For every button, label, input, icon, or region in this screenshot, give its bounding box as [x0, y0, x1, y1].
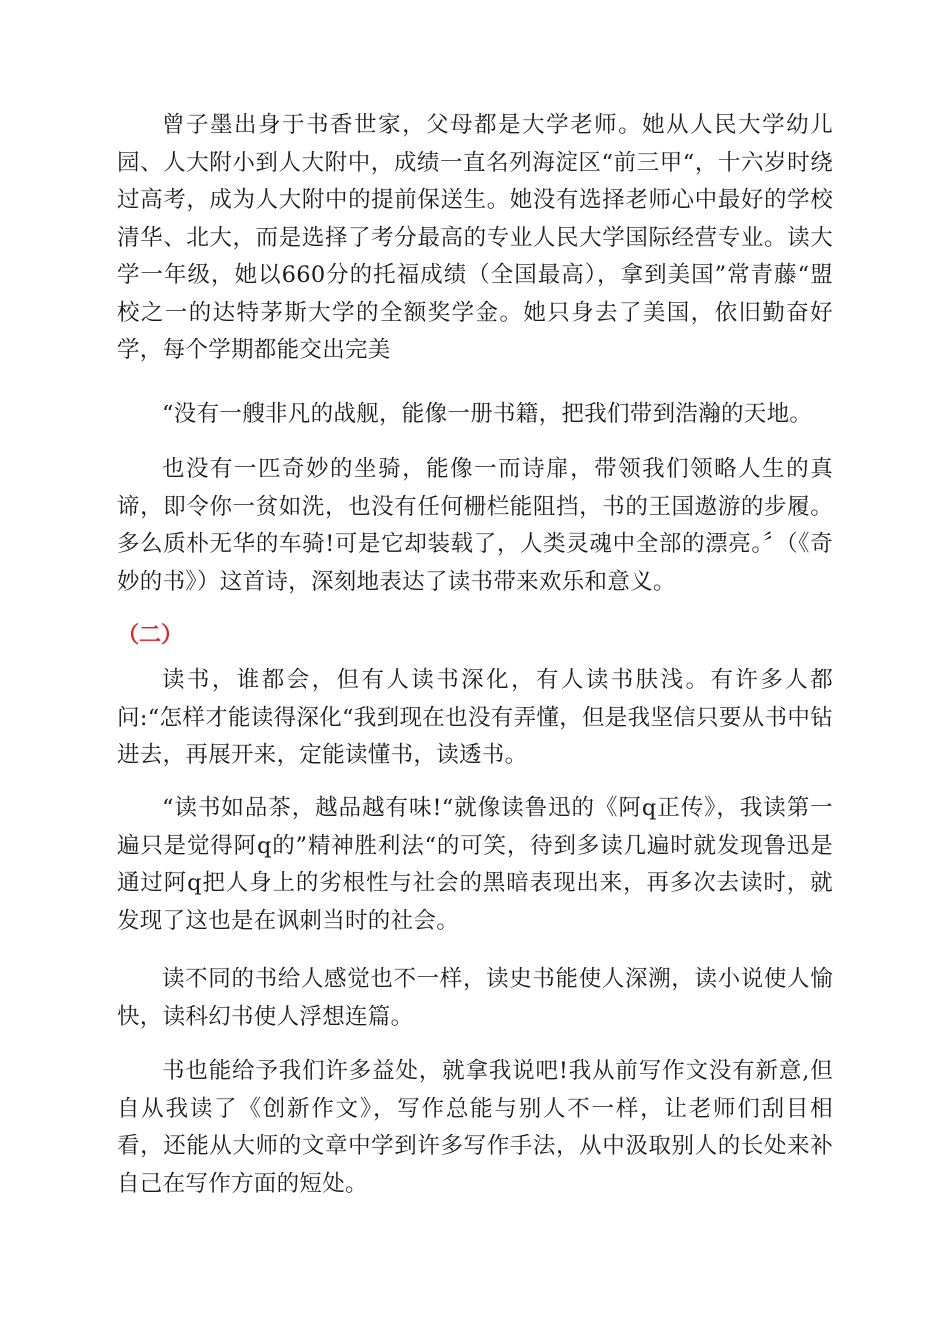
- paragraph-different-books: 读不同的书给人感觉也不一样，读史书能使人深溯，读小说使人愉快，读科幻书使人浮想连篇。: [117, 966, 833, 1030]
- section-heading: （二）: [117, 623, 184, 648]
- paragraph-reading-tea: “读书如品茶，越品越有味!“就像读鲁迅的《阿q正传》，我读第一遍只是觉得阿q的”精神胜利法“的可笑，待到多读几遍时就发现鲁迅是通过阿q把人身上的劣根性与社会的黑暗表现出来，再多次去读时，就发现了这也是在讽刺当时的社会。: [117, 795, 833, 934]
- paragraph-reading-depth: 读书，谁都会，但有人读书深化，有人读书肤浅。有许多人都问:“怎样才能读得深化“我到现在也没有弄懂，但是我坚信只要从书中钻进去，再展开来，定能读懂书，读透书。: [117, 667, 833, 768]
- paragraph-poem-quote-start: “没有一艘非凡的战舰，能像一册书籍，把我们带到浩瀚的天地。: [162, 401, 813, 427]
- paragraph-book-benefits: 书也能给予我们许多益处，就拿我说吧!我从前写作文没有新意,但自从我读了《创新作文》，写作总能与别人不一样，让老师们刮目相看，还能从大师的文章中学到许多写作手法，从中汲取别人的长处来补自己在写作方面的短处。: [117, 1058, 833, 1197]
- paragraph-zeng-zimo: 曾子墨出身于书香世家，父母都是大学老师。她从人民大学幼儿园、人大附小到人大附中，成绩一直名列海淀区“前三甲“，十六岁时绕过高考，成为人大附中的提前保送生。她没有选择老师心中最好的学校清华、北大，而是选择了考分最高的专业人民大学国际经营专业。读大学一年级，她以660分的托福成绩（全国最高），拿到美国”常青藤“盟校之一的达特茅斯大学的全额奖学金。她只身去了美国，依旧勤奋好学，每个学期都能交出完美: [117, 112, 833, 363]
- paragraph-poem-quote-end: 也没有一匹奇妙的坐骑，能像一而诗扉，带领我们领略人生的真谛，即令你一贫如洗，也没有任何栅栏能阻挡，书的王国遨游的步履。多么质朴无华的车骑!可是它却装载了，人类灵魂中全部的漂亮。〞（《奇妙的书》）这首诗，深刻地表达了读书带来欢乐和意义。: [117, 456, 833, 595]
